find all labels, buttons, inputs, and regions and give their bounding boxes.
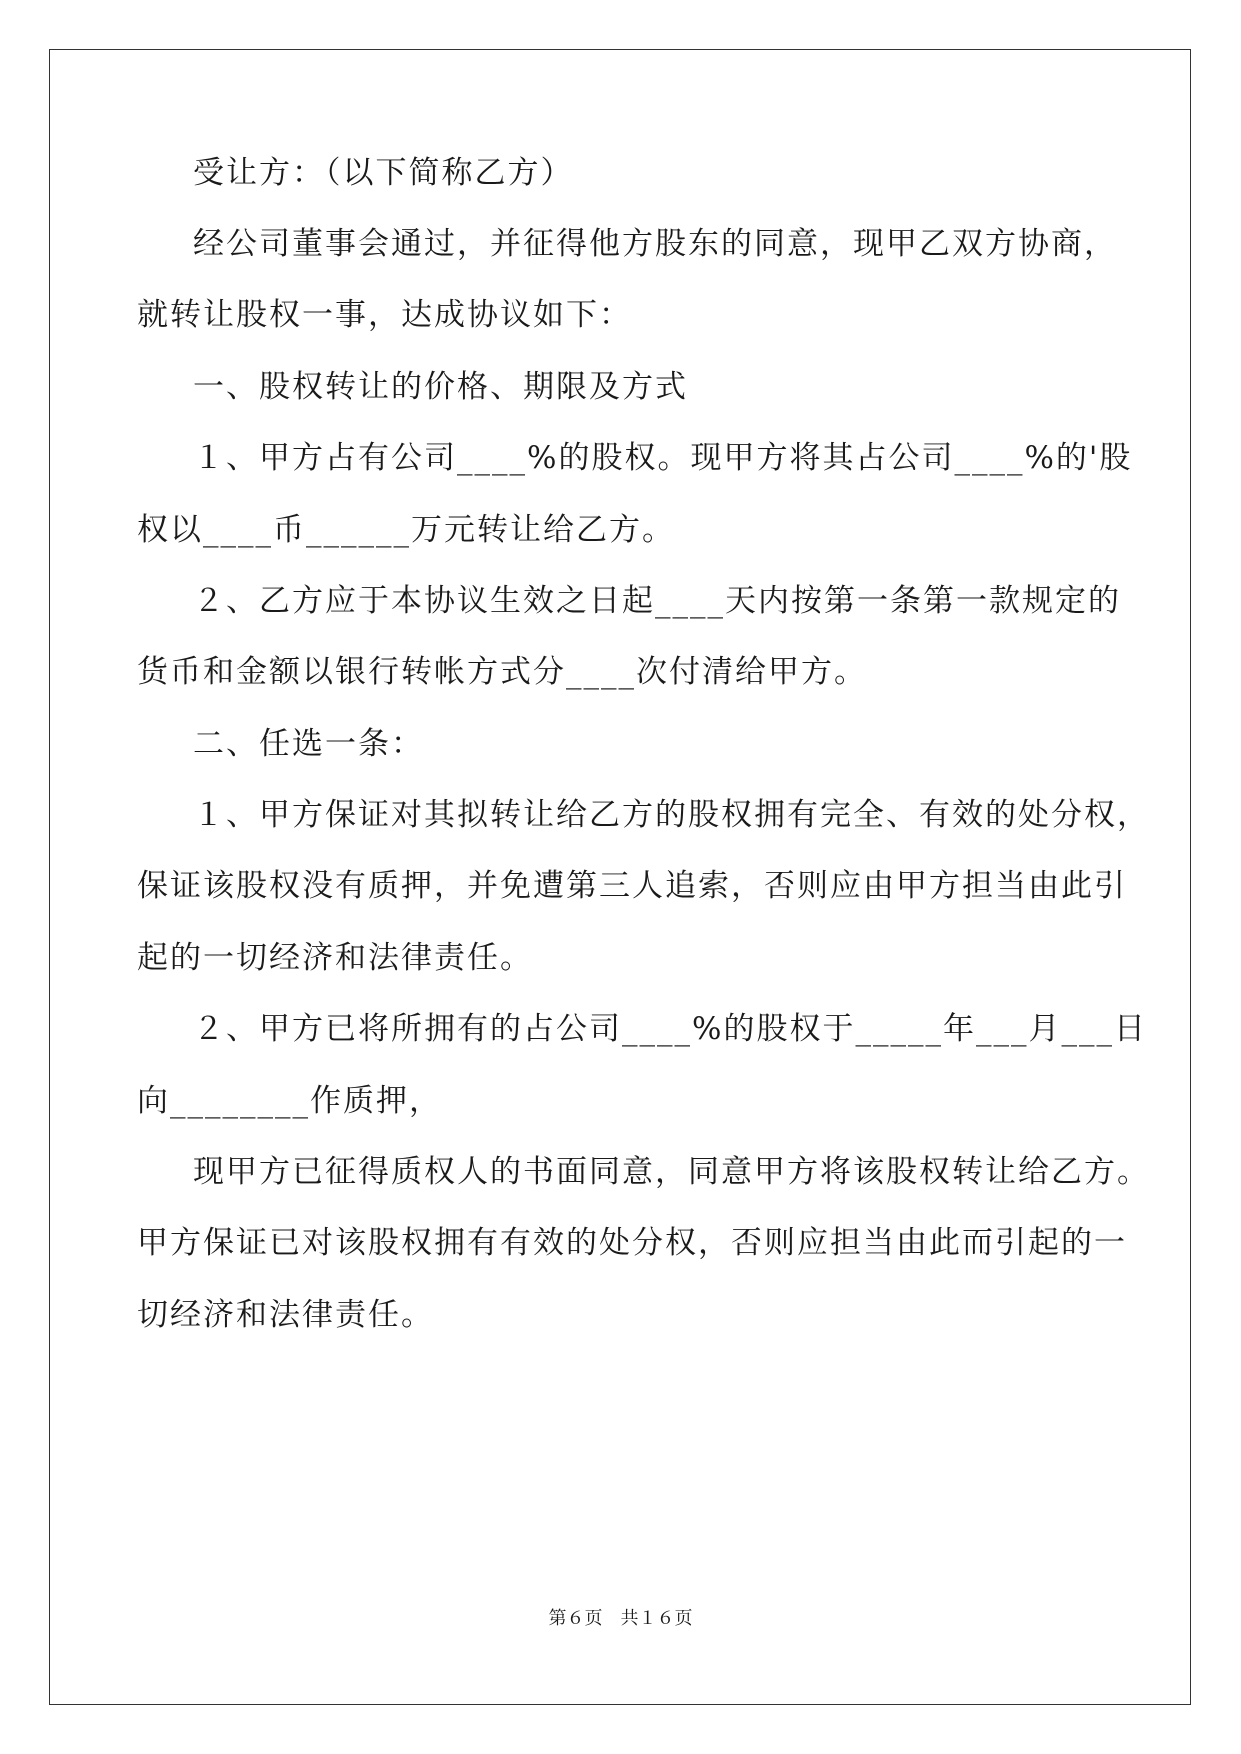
page-number-footer: 第６页 共１６页 <box>548 1608 693 1629</box>
text-line-11: 保证该股权没有质押，并免遭第三人追索，否则应由甲方担当由此引 <box>137 868 1127 904</box>
text-line-12: 起的一切经济和法律责任。 <box>137 940 533 976</box>
text-line-1: 受让方：（以下简称乙方） <box>193 155 574 191</box>
text-line-15: 现甲方已征得质权人的书面同意，同意甲方将该股权转让给乙方。 <box>193 1154 1150 1190</box>
text-line-14: 向________作质押， <box>137 1083 442 1119</box>
text-line-6: 权以____币______万元转让给乙方。 <box>137 512 675 548</box>
text-line-3: 就转让股权一事，达成协议如下： <box>137 297 632 333</box>
text-line-13: ２、甲方已将所拥有的占公司____%的股权于_____年___月___日 <box>193 1011 1147 1047</box>
section-heading-1: 一、股权转让的价格、期限及方式 <box>193 369 688 405</box>
text-line-8: 货币和金额以银行转帐方式分____次付清给甲方。 <box>137 654 867 690</box>
text-line-10: １、甲方保证对其拟转让给乙方的股权拥有完全、有效的处分权， <box>193 797 1150 833</box>
text-line-2: 经公司董事会通过，并征得他方股东的同意，现甲乙双方协商， <box>193 226 1117 262</box>
text-line-5: １、甲方占有公司____%的股权。现甲方将其占公司____%的'股 <box>193 440 1133 476</box>
text-line-16: 甲方保证已对该股权拥有有效的处分权，否则应担当由此而引起的一 <box>137 1225 1127 1261</box>
text-line-17: 切经济和法律责任。 <box>137 1297 434 1333</box>
text-line-7: ２、乙方应于本协议生效之日起____天内按第一条第一款规定的 <box>193 583 1121 619</box>
section-heading-2: 二、任选一条： <box>193 726 424 762</box>
